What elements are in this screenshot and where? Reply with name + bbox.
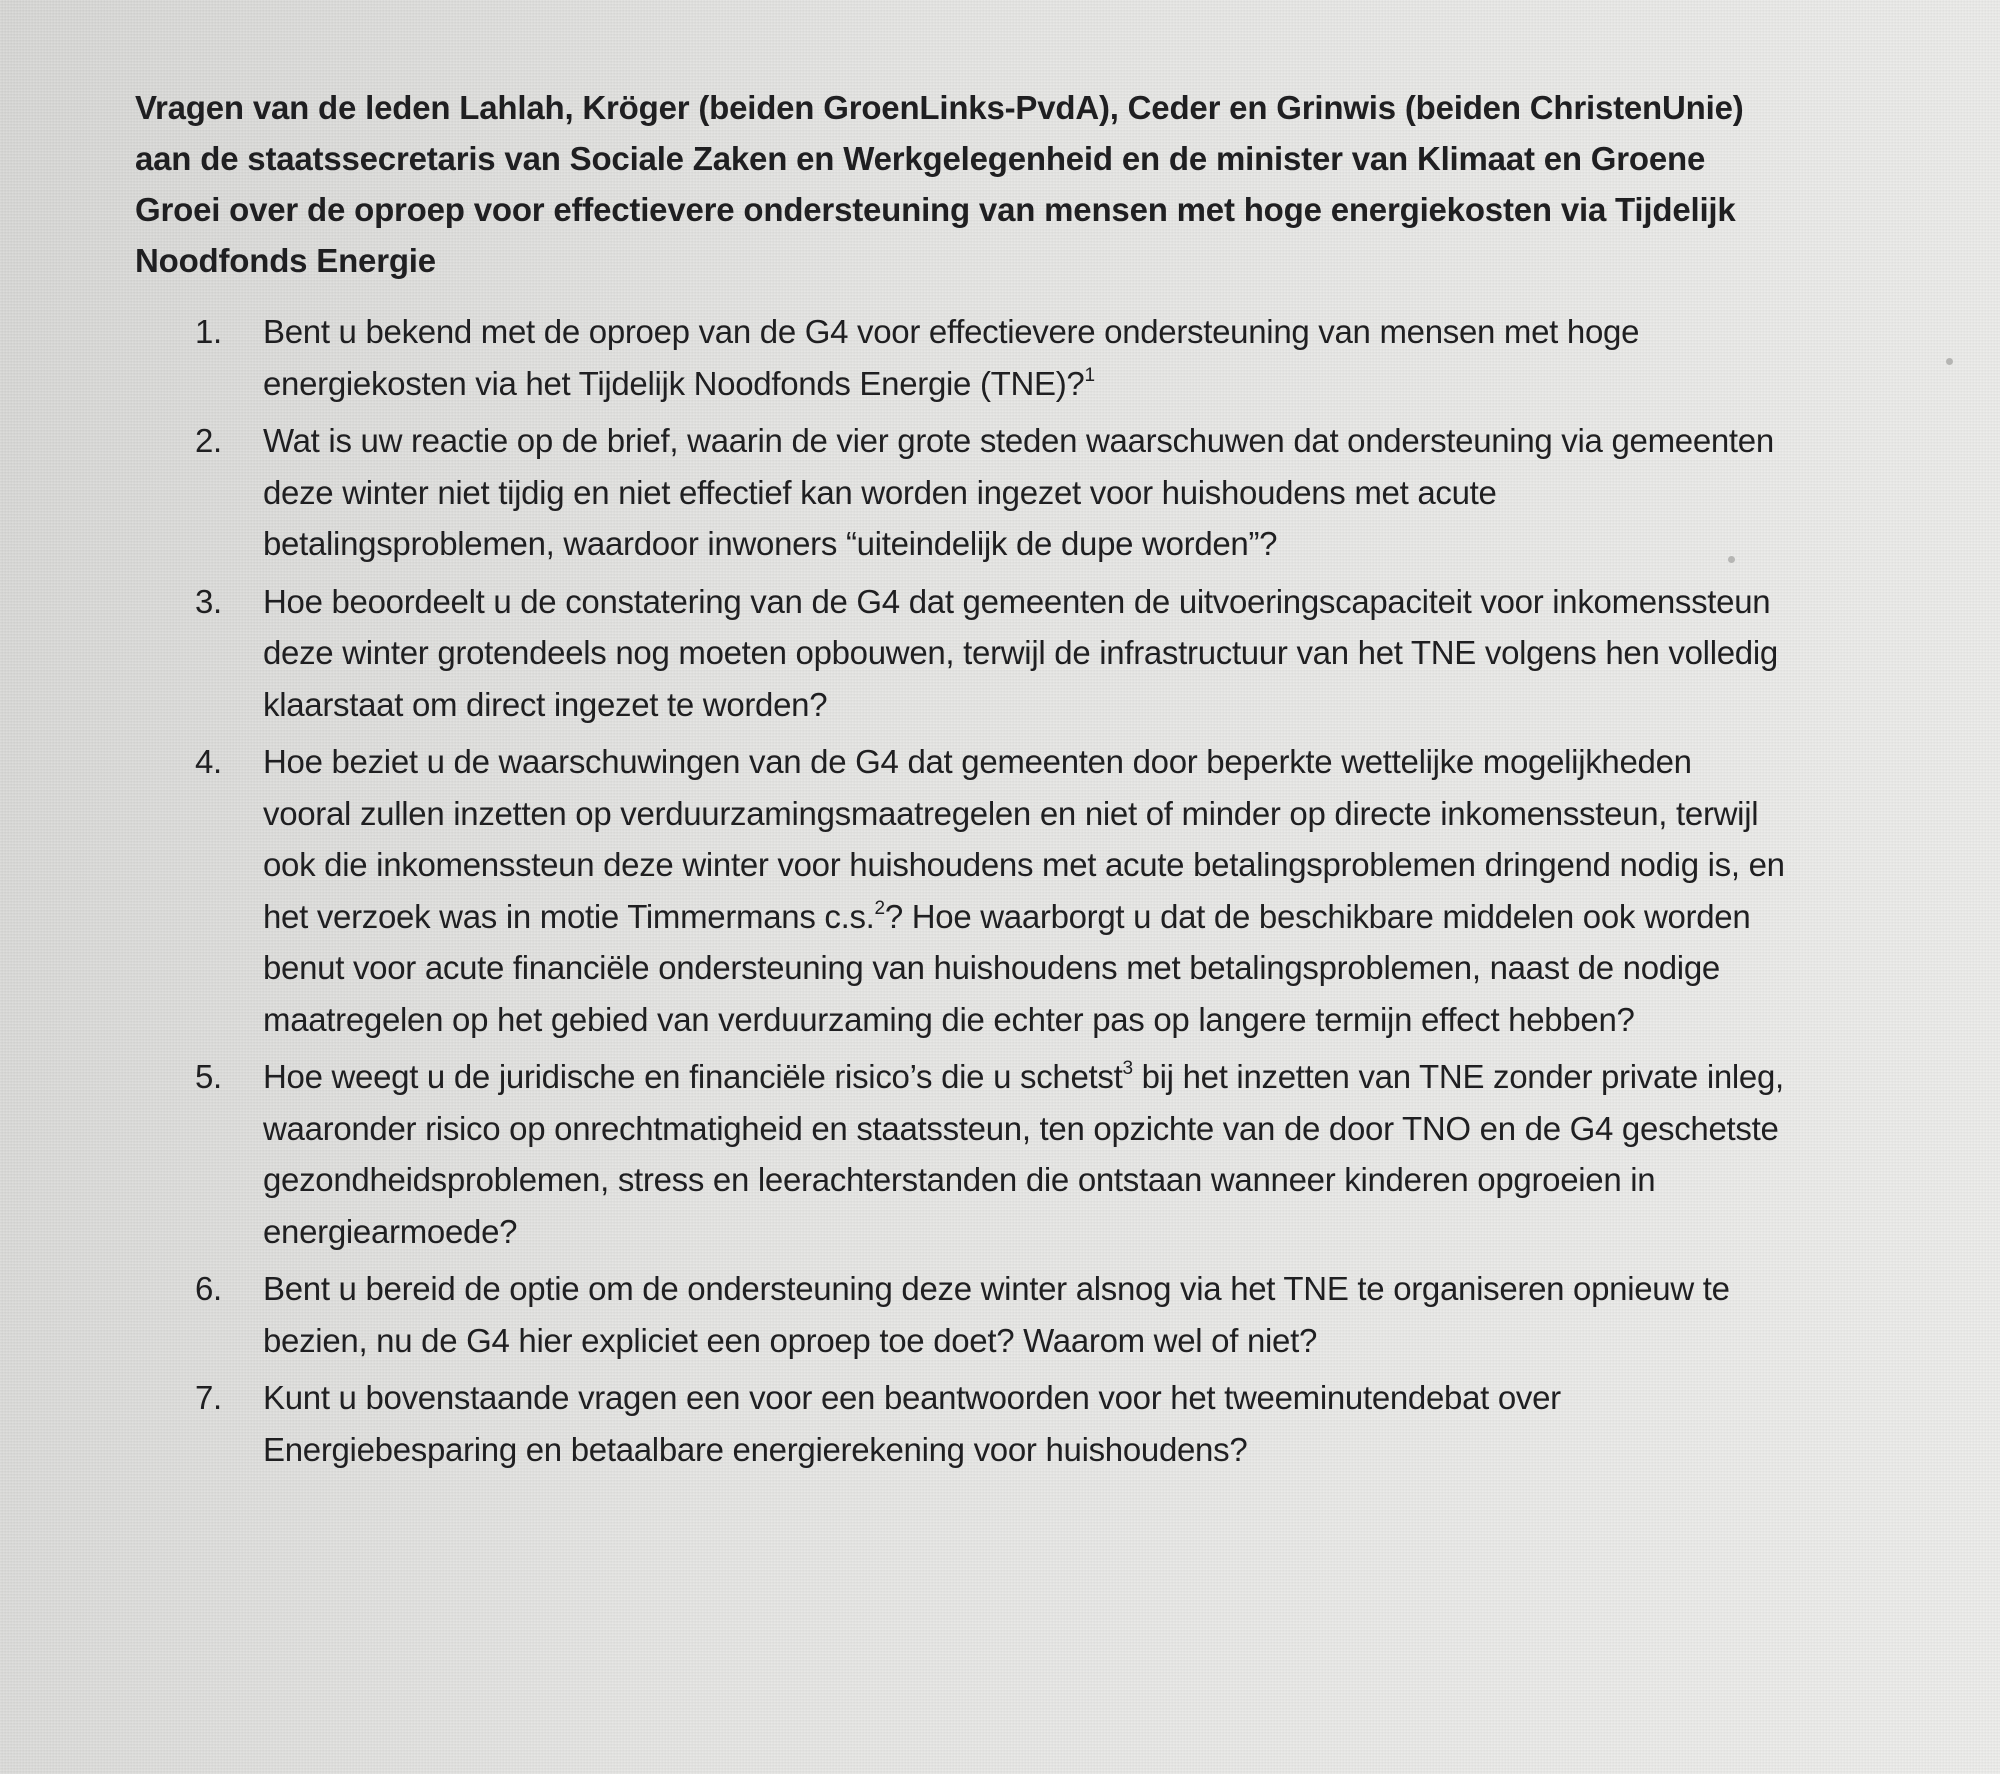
footnote-marker: 1 bbox=[1084, 364, 1095, 386]
question-7 bbox=[135, 1372, 1785, 1475]
question-number: 1. bbox=[195, 313, 222, 350]
question-text-continued: bij het inzetten van TNE zonder private inleg, waaronder risico op onrechtmatigheid en staatssteun, ten opzichte van de door TNO en de G4 geschetste gezondheidsproblemen, stress en leerachterstanden die ontstaan wanneer kinderen opgroeien in energiearmoede? bbox=[263, 1058, 1784, 1250]
footnote-marker: 2 bbox=[874, 897, 885, 919]
question-number: 7. bbox=[195, 1379, 222, 1416]
question-6 bbox=[135, 1263, 1785, 1366]
question-text: Hoe beziet u de waarschuwingen van de G4 dat gemeenten door beperkte wettelijke mogelijkheden vooral zullen inzetten op verduurzamingsmaatregelen en niet of minder op directe inkomenssteun, terwijl ook die inkomenssteun deze winter voor huishoudens met acute betalingsproblemen dringend nodig is, en het verzoek was in motie Timmermans c.s. bbox=[263, 743, 1785, 935]
question-1 bbox=[135, 306, 1785, 409]
document-title: Vragen van de leden Lahlah, Kröger (beiden GroenLinks-PvdA), Ceder en Grinwis (beiden ChristenUnie) aan de staatssecretaris van Sociale Zaken en Werkgelegenheid en de minister van Klimaat en Groene Groei over de oproep voor effectievere ondersteuning van mensen met hoge energiekosten via Tijdelijk Noodfonds Energie bbox=[135, 89, 1744, 279]
question-text: Wat is uw reactie op de brief, waarin de vier grote steden waarschuwen dat ondersteuning via gemeenten deze winter niet tijdig en niet effectief kan worden ingezet voor huishoudens met acute betalingsproblemen, waardoor inwoners “uiteindelijk de dupe worden”? bbox=[263, 422, 1774, 562]
question-number: 2. bbox=[195, 422, 222, 459]
question-text: Bent u bereid de optie om de ondersteuning deze winter alsnog via het TNE te organiseren opnieuw te bezien, nu de G4 hier expliciet een oproep toe doet? Waarom wel of niet? bbox=[263, 1270, 1730, 1359]
question-number: 3. bbox=[195, 582, 222, 620]
question-number: 6. bbox=[195, 1270, 222, 1307]
question-3 bbox=[135, 576, 1785, 731]
question-text: Hoe weegt u de juridische en financiële risico’s die u schetst bbox=[263, 1058, 1123, 1095]
question-text-continued: ? Hoe waarborgt u dat de beschikbare middelen ook worden benut voor acute financiële ondersteuning van huishoudens met betalingsproblemen, naast de nodige maatregelen op het gebied van verduurzaming die echter pas op langere termijn effect hebben? bbox=[263, 897, 1751, 1038]
document bbox=[135, 82, 1785, 1481]
question-text: Hoe beoordeelt u de constatering van de G4 dat gemeenten de uitvoeringscapaciteit voor inkomenssteun deze winter grotendeels nog moeten opbouwen, terwijl de infrastructuur van het TNE volgens hen volledig klaarstaat om direct ingezet te worden? bbox=[263, 582, 1778, 723]
question-2 bbox=[135, 415, 1785, 570]
question-4 bbox=[135, 736, 1785, 1045]
dust-speck bbox=[1946, 358, 1953, 365]
footnote-marker: 3 bbox=[1122, 1058, 1133, 1079]
question-number: 5. bbox=[195, 1058, 222, 1095]
question-list bbox=[135, 306, 1785, 1475]
question-text: Kunt u bovenstaande vragen een voor een beantwoorden voor het tweeminutendebat over Energiebesparing en betaalbare energierekening voor huishoudens? bbox=[263, 1379, 1561, 1468]
question-5 bbox=[135, 1051, 1785, 1257]
question-number: 4. bbox=[195, 743, 222, 780]
question-text: Bent u bekend met de oproep van de G4 voor effectievere ondersteuning van mensen met hoge energiekosten via het Tijdelijk Noodfonds Energie (TNE)? bbox=[263, 313, 1640, 402]
